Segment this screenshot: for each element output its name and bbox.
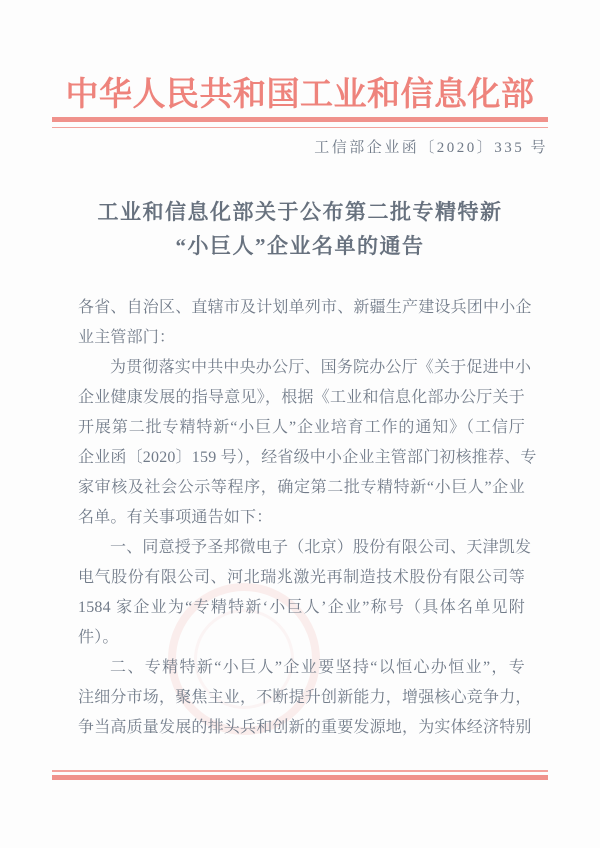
letterhead-divider bbox=[52, 117, 548, 128]
document-body bbox=[78, 293, 537, 743]
body-line: 企业函〔2020〕159 号），经省级中小企业主管部门初核推荐、专 bbox=[78, 449, 537, 466]
body-line: 开展第二批专精特新“小巨人”企业培育工作的通知》（工信厅 bbox=[78, 419, 525, 436]
body-line: 电气股份有限公司、河北瑞兆激光再制造技术股份有限公司等 bbox=[78, 569, 525, 586]
letterhead-org-name: 中华人民共和国工业和信息化部 bbox=[65, 77, 535, 113]
body-line: 争当高质量发展的排头兵和创新的重要发源地，为实体经济特别 bbox=[78, 719, 532, 736]
body-line: 家审核及社会公示等程序，确定第二批专精特新“小巨人”企业 bbox=[78, 479, 525, 496]
footer-divider-thick-bar bbox=[52, 775, 548, 780]
letterhead-divider-thick-bar bbox=[52, 117, 548, 122]
document-title-line-1: 工业和信息化部关于公布第二批专精特新 bbox=[97, 200, 503, 224]
letterhead-divider-thin-bar bbox=[52, 127, 548, 129]
body-line: 为贯彻落实中共中央办公厅、国务院办公厅《关于促进中小 bbox=[110, 359, 532, 376]
body-line: 注细分市场，聚焦主业，不断提升创新能力，增强核心竞争力， bbox=[78, 689, 532, 706]
document-title bbox=[0, 195, 600, 263]
footer-divider-thin-bar bbox=[52, 770, 548, 772]
body-line: 名单。有关事项通告如下： bbox=[78, 509, 273, 526]
body-line: 二、专精特新“小巨人”企业要坚持“以恒心办恒业”，专 bbox=[110, 659, 525, 676]
document-title-line-2: “小巨人”企业名单的通告 bbox=[175, 234, 425, 258]
body-line: 各省、自治区、直辖市及计划单列市、新疆生产建设兵团中小企 bbox=[78, 299, 532, 316]
footer-divider bbox=[52, 770, 548, 780]
body-line: 一、同意授予圣邦微电子（北京）股份有限公司、天津凯发 bbox=[110, 539, 532, 556]
body-line: 1584 家企业为“专精特新‘小巨人’企业”称号（具体名单见附 bbox=[78, 599, 525, 616]
body-line: 企业健康发展的指导意见》，根据《工业和信息化部办公厅关于 bbox=[78, 389, 525, 406]
document-reference-number: 工信部企业函〔2020〕335 号 bbox=[314, 140, 548, 156]
body-line: 件）。 bbox=[78, 629, 119, 646]
body-line: 业主管部门： bbox=[78, 329, 176, 346]
